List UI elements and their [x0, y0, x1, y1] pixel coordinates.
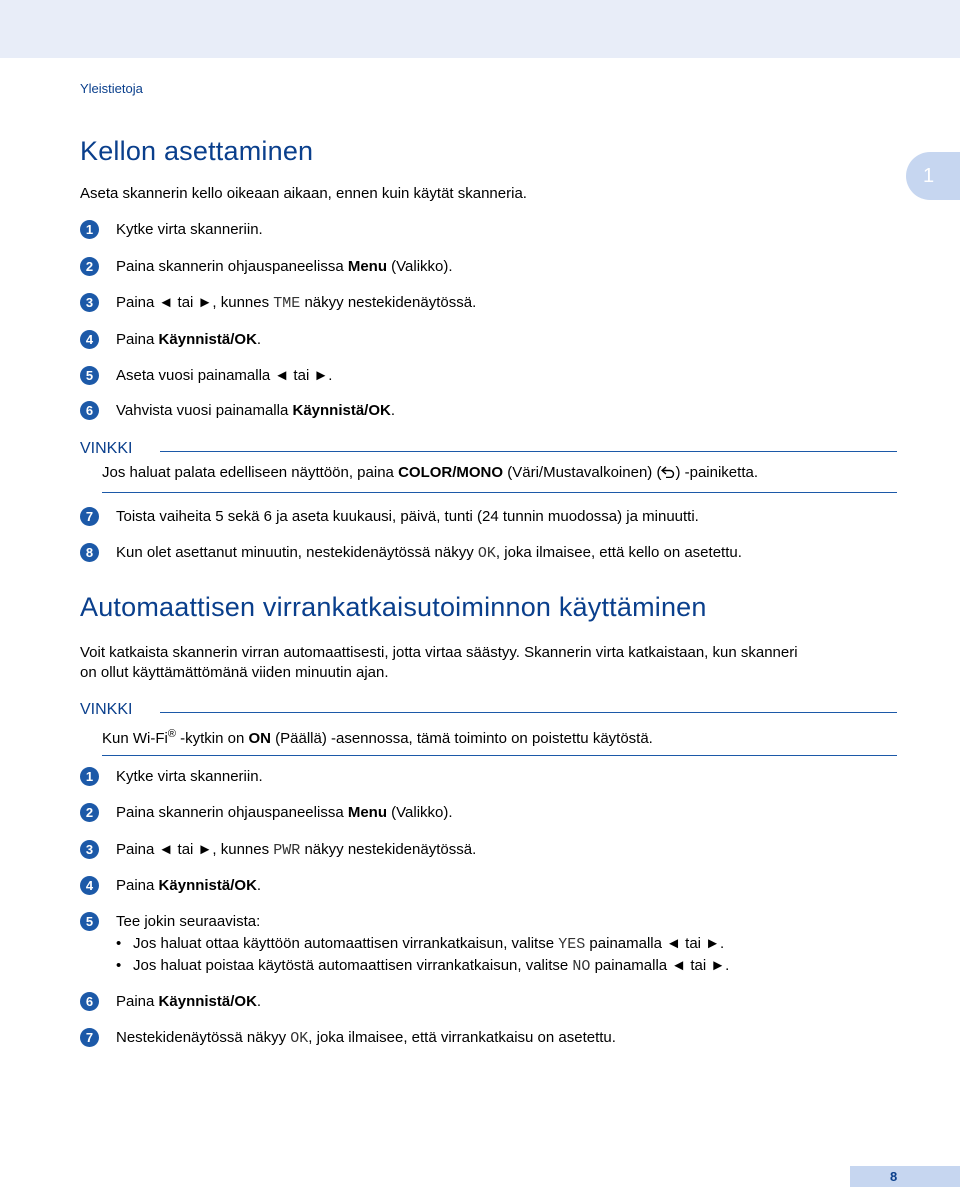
- section-title-auto-off: Automaattisen virrankatkaisutoiminnon käyttäminen: [80, 592, 707, 622]
- step-number: 3: [80, 293, 99, 312]
- step-text: Paina: [116, 331, 159, 348]
- step-number: 1: [80, 220, 99, 239]
- note-rule-top: [160, 451, 897, 452]
- step-text-end: .: [390, 402, 396, 419]
- step-number: 8: [80, 543, 99, 562]
- page-number-band: [850, 1166, 960, 1187]
- step-number: 4: [80, 876, 99, 895]
- lcd-text: TME: [273, 295, 301, 312]
- chapter-tab: 1: [906, 152, 960, 200]
- note-rule-bottom: [102, 492, 897, 493]
- bullet-dot: •: [116, 935, 122, 952]
- step-number: 2: [80, 803, 99, 822]
- step-text-end: (Valikko).: [387, 258, 453, 275]
- page-number: 8: [890, 1169, 898, 1184]
- step-text: Paina skannerin ohjauspaneelissa: [116, 804, 348, 821]
- step-bold-text: Menu: [347, 258, 387, 275]
- bullet-dot: •: [116, 957, 122, 974]
- step-text-end: näkyy nestekidenäytössä.: [300, 841, 477, 858]
- step-bold-text: Menu: [347, 804, 387, 821]
- step-bold-text: Käynnistä/OK: [292, 402, 391, 419]
- lcd-text: OK: [290, 1030, 309, 1047]
- step-number: 1: [80, 767, 99, 786]
- step-number: 2: [80, 257, 99, 276]
- note-title: VINKKI: [80, 701, 133, 718]
- step-text: Paina: [116, 877, 159, 894]
- step-text-end: .: [256, 993, 262, 1010]
- note-text-end: (Päällä) -asennossa, tämä toiminto on poistettu käytöstä.: [270, 730, 653, 747]
- step-text: Vahvista vuosi painamalla: [116, 402, 293, 419]
- step-text: Aseta vuosi painamalla ◄ tai ►.: [116, 367, 333, 384]
- step-number: 6: [80, 992, 99, 1011]
- step-bold-text: Käynnistä/OK: [158, 331, 257, 348]
- return-arrow-icon: [661, 466, 675, 478]
- running-header: Yleistietoja: [80, 81, 143, 96]
- step-text: Paina ◄ tai ►, kunnes: [116, 294, 274, 311]
- step-number: 3: [80, 840, 99, 859]
- lcd-text: NO: [572, 958, 591, 975]
- auto-intro-line-1: Voit katkaista skannerin virran automaattisesti, jotta virtaa säästyy. Skannerin virta katkaistaan, kun skanneri: [80, 644, 798, 661]
- step-text: Paina ◄ tai ►, kunnes: [116, 841, 274, 858]
- note-text-end: ) -painiketta.: [675, 464, 758, 481]
- note-body: [102, 724, 653, 749]
- step-text: Kytke virta skanneriin.: [116, 221, 263, 238]
- lcd-text: PWR: [273, 842, 301, 859]
- step-number: 5: [80, 366, 99, 385]
- step-text: Kun olet asettanut minuutin, nestekidenäytössä näkyy: [116, 544, 478, 561]
- note-text-mid: -kytkin on: [175, 730, 249, 747]
- step-text: Toista vaiheita 5 sekä 6 ja aseta kuukausi, päivä, tunti (24 tunnin muodossa) ja minuutti.: [116, 508, 699, 525]
- step-text-end: , joka ilmaisee, että virrankatkaisu on asetettu.: [308, 1029, 616, 1046]
- step-text-end: .: [256, 877, 262, 894]
- bullet-text: Jos haluat poistaa käytöstä automaattisen virrankatkaisun, valitse: [133, 957, 573, 974]
- note-text-mid: (Väri/Mustavalkoinen) (: [503, 464, 662, 481]
- note-rule-top: [160, 712, 897, 713]
- bullet-text-end: painamalla ◄ tai ►.: [590, 957, 730, 974]
- step-bold-text: Käynnistä/OK: [158, 877, 257, 894]
- note-text: Jos haluat palata edelliseen näyttöön, paina: [102, 464, 399, 481]
- step-text: Kytke virta skanneriin.: [116, 768, 263, 785]
- step-number: 7: [80, 1028, 99, 1047]
- clock-intro: Aseta skannerin kello oikeaan aikaan, ennen kuin käytät skanneria.: [80, 185, 527, 202]
- step-text-end: (Valikko).: [387, 804, 453, 821]
- step-text-end: näkyy nestekidenäytössä.: [300, 294, 477, 311]
- registered-mark: ®: [167, 728, 176, 740]
- step-bold-text: Käynnistä/OK: [158, 993, 257, 1010]
- note-title: VINKKI: [80, 440, 133, 457]
- section-title-clock: Kellon asettaminen: [80, 136, 314, 166]
- auto-intro-line-2: on ollut käyttämättömänä viiden minuutin ajan.: [80, 664, 389, 681]
- bullet-text-end: painamalla ◄ tai ►.: [585, 935, 725, 952]
- lcd-text: YES: [558, 936, 586, 953]
- note-rule-bottom: [102, 755, 897, 756]
- step-number: 5: [80, 912, 99, 931]
- lcd-text: OK: [477, 545, 496, 562]
- bullet-text: Jos haluat ottaa käyttöön automaattisen virrankatkaisun, valitse: [133, 935, 559, 952]
- step-number: 7: [80, 507, 99, 526]
- step-number: 6: [80, 401, 99, 420]
- step-text-end: , joka ilmaisee, että kello on asetettu.: [495, 544, 742, 561]
- note-bold-text: COLOR/MONO: [398, 464, 504, 481]
- note-text: Kun Wi-Fi: [102, 730, 168, 747]
- step-text: Paina: [116, 993, 159, 1010]
- note-bold-text: ON: [248, 730, 271, 747]
- top-band: [0, 0, 960, 58]
- step-number: 4: [80, 330, 99, 349]
- step-text: Tee jokin seuraavista:: [116, 913, 261, 930]
- note-body: [102, 463, 758, 483]
- step-text: Paina skannerin ohjauspaneelissa: [116, 258, 348, 275]
- step-text-end: .: [256, 331, 262, 348]
- step-text: Nestekidenäytössä näkyy: [116, 1029, 291, 1046]
